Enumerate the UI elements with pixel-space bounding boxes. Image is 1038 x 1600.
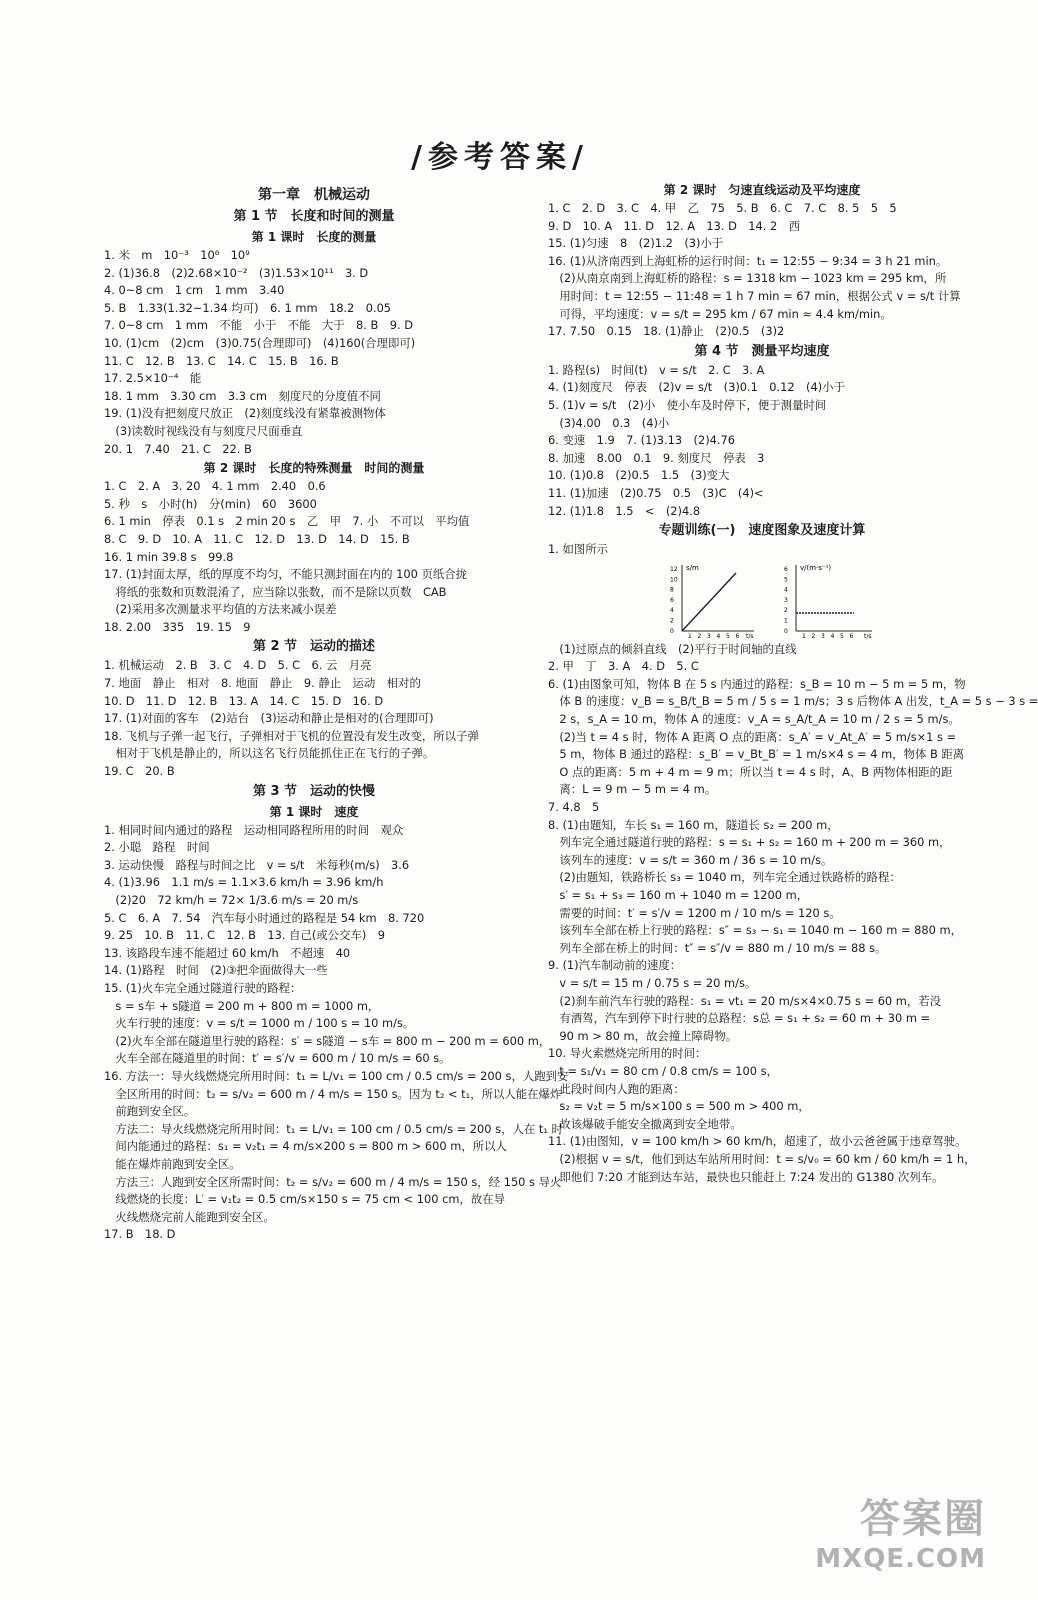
answer-line: (3)读数时视线没有与刻度尺尺面垂直 [104, 423, 303, 438]
answer-line: 12. (1)1.8 1.5 < (2)4.8 [548, 503, 701, 518]
answer-line: 11. C 12. B 13. C 14. C 15. B 16. B [104, 353, 339, 368]
page-title: /参考答案/ [411, 140, 589, 175]
answer-line: 线燃烧的长度：L′ = v₁t₂ = 0.5 cm/s×150 s = 75 cm < 100 cm，故在导 [104, 1192, 506, 1207]
answer-line: 火线燃烧完前人能跑到安全区。 [104, 1209, 275, 1224]
distance-time-graph [668, 561, 760, 640]
sloped-line [682, 573, 736, 631]
answer-line: 列车全部在桥上的时间：t″ = s″/v = 880 m / 10 m/s = 88 s。 [548, 940, 887, 955]
x-axis-label: t/s [864, 632, 872, 640]
answer-line: s = s车 + s隧道 = 200 m + 800 m = 1000 m， [104, 998, 380, 1013]
answer-line: 1. 机械运动 2. B 3. C 4. D 5. C 6. 云 月亮 [104, 658, 372, 673]
y-tick-label: 0 [670, 627, 674, 635]
answer-line: 前跑到安全区。 [104, 1104, 196, 1119]
x-tick-label: 3 [821, 632, 825, 640]
x-tick-label: 6 [735, 632, 740, 640]
answer-line: 2. (1)36.8 (2)2.68×10⁻² (3)1.53×10¹¹ 3. D [104, 265, 369, 280]
answer-line: 11. (1)由图知，v = 100 km/h > 60 km/h，超速了，故小云爸爸属于违章驾驶。 [548, 1134, 967, 1149]
answer-line: t = s₁/v₁ = 80 cm / 0.8 cm/s = 100 s， [548, 1063, 778, 1078]
answer-line: s′ = s₁ + s₃ = 160 m + 1040 m = 1200 m， [548, 888, 809, 902]
y-axis-label: s/m [686, 563, 699, 572]
answer-line: 15. (1)火车完全通过隧道行驶的路程： [104, 980, 302, 995]
answer-line: 2. 甲 丁 3. A 4. D 5. C [548, 659, 699, 674]
answer-line: 5. C 6. A 7. 54 汽车每小时通过的路程是 54 km 8. 720 [104, 910, 425, 925]
answer-line: 4. 0~8 cm 1 cm 1 mm 3.40 [104, 283, 285, 298]
answer-line: 18. 1 mm 3.30 cm 3.3 cm 刻度尺的分度值不同 [104, 388, 381, 403]
answer-line: 该列车的速度：v = s/t = 360 m / 36 s = 10 m/s。 [548, 852, 833, 867]
answer-line: 1. 路程(s) 时间(t) v = s/t 2. C 3. A [548, 362, 765, 377]
y-axis-label: v/(m·s⁻¹) [800, 563, 832, 572]
answer-line: 11. (1)加速 (2)0.75 0.5 (3)C (4)< [548, 485, 764, 500]
lesson-heading: 第 2 课时 匀速直线运动及平均速度 [663, 183, 861, 197]
section-heading: 专题训练(一) 速度图象及速度计算 [658, 523, 866, 539]
left-answer-column [104, 184, 569, 1244]
answer-line: 2 s，s_A = 10 m，物体 A 的速度：v_A = s_A/t_A = 10 m / 2 s = 5 m/s。 [548, 712, 960, 727]
x-tick-label: 5 [726, 632, 730, 640]
x-tick-label: 2 [697, 632, 702, 640]
answer-line: 7. 4.8 5 [548, 800, 600, 815]
y-tick-label: 2 [670, 617, 674, 625]
y-tick-label: 10 [670, 575, 678, 583]
answer-line: (2)当 t = 4 s 时，物体 A 距离 O 点的距离：s_A′ = v_At_A′ = 5 m/s×1 s = [548, 729, 957, 744]
y-tick-label: 4 [784, 586, 788, 594]
answer-line: (2)根据 v = s/t，他们到达车站所用时间：t = s/v₀ = 60 km / 60 km/h = 1 h， [548, 1151, 976, 1166]
answer-line: 方法三：人跑到安全区所需时间：t₂ = s/v₂ = 600 m / 4 m/s = 150 s，经 150 s 导火 [104, 1174, 562, 1189]
answer-line: 17. B 18. D [104, 1227, 176, 1242]
answer-line: 8. C 9. D 10. A 11. C 12. D 13. D 14. D 15. B [104, 531, 410, 546]
answer-line: 9. (1)汽车制动前的速度： [548, 958, 682, 973]
watermark [815, 1487, 986, 1574]
answer-line: 18. 飞机与子弹一起飞行，子弹相对于飞机的位置没有发生改变，所以子弹 [104, 728, 479, 743]
section-heading: 第 2 节 运动的描述 [252, 639, 376, 655]
answer-line: 火车行驶的速度：v = s/t = 1000 m / 100 s = 10 m/s。 [104, 1016, 415, 1031]
answer-line: 将纸的张数和页数混淆了，应当除以张数，而不是除以页数 CAB [104, 584, 447, 599]
y-tick-label: 6 [670, 596, 674, 604]
answer-line: 9. 25 10. B 11. C 12. B 13. 自己(或公交车) 9 [104, 928, 385, 943]
answer-line: 8. (1)由题知，车长 s₁ = 160 m，隧道长 s₂ = 200 m， [548, 817, 839, 832]
answer-line: 相对于飞机是静止的，所以这名飞行员能抓住正在飞行的子弹。 [104, 746, 435, 761]
answer-line: 1. C 2. D 3. C 4. 甲 乙 75 5. B 6. C 7. C 8. 5 5 5 [548, 201, 897, 215]
answer-line: 10. 导火索燃烧完所用的时间： [548, 1046, 707, 1061]
answer-line: 4. (1)刻度尺 停表 (2)v = s/t (3)0.1 0.12 (4)小于 [548, 380, 845, 395]
answer-line: 8. 加速 8.00 0.1 9. 刻度尺 停表 3 [548, 450, 765, 465]
answer-line: 20. 1 7.40 21. C 22. B [104, 441, 252, 456]
answer-line: (2)刹车前汽车行驶的路程：s₁ = vt₁ = 20 m/s×4×0.75 s = 60 m，若没 [548, 993, 942, 1008]
answer-line: (3)4.00 0.3 (4)小 [548, 415, 670, 430]
watermark-url: MXQE.COM [815, 1544, 986, 1574]
answer-line: 能在爆炸前跑到安全区。 [104, 1156, 241, 1171]
answer-line: 19. C 20. B [104, 764, 175, 779]
answer-line: 该列车全部在桥上行驶的路程：s″ = s₃ − s₁ = 1040 m − 160 m = 880 m， [548, 923, 962, 938]
answer-line: 5. 秒 s 小时(h) 分(min) 60 3600 [104, 496, 317, 511]
answer-line: 17. (1)对面的客车 (2)站台 (3)运动和静止是相对的(合理即可) [104, 711, 434, 726]
answer-line: 火车全部在隧道里的时间：t′ = s′/v = 600 m / 10 m/s = 60 s。 [104, 1051, 451, 1066]
answer-line: 有酒驾，汽车到停下时行驶的总路程：s总 = s₁ + s₂ = 60 m + 30 m = [548, 1011, 931, 1026]
answer-line: 10. D 11. D 12. B 13. A 14. C 15. D 16. D [104, 693, 384, 708]
x-tick-label: 4 [830, 632, 835, 640]
x-tick-label: 1 [802, 632, 806, 640]
answer-line: 5. (1)v = s/t (2)小 使小车及时停下，便于测量时间 [548, 397, 827, 412]
answer-line: 15. (1)匀速 8 (2)1.2 (3)小于 [548, 236, 724, 251]
y-tick-label: 5 [784, 575, 788, 583]
answer-line: 7. 0~8 cm 1 mm 不能 小于 不能 大于 8. B 9. D [104, 318, 413, 333]
answer-line: 3. 运动快慢 路程与时间之比 v = s/t 米每秒(m/s) 3.6 [104, 857, 410, 872]
y-tick-label: 1 [784, 617, 788, 625]
answer-line: 7. 地面 静止 相对 8. 地面 静止 9. 静止 运动 相对的 [104, 676, 421, 691]
section-heading: 第 4 节 测量平均速度 [694, 343, 830, 359]
answer-line: 19. (1)没有把刻度尺放正 (2)刻度线没有紧靠被测物体 [104, 406, 386, 421]
x-tick-label: 4 [716, 632, 721, 640]
answer-line: 9. D 10. A 11. D 12. A 13. D 14. 2 西 [548, 218, 801, 233]
chapter-heading: 第一章 机械运动 [258, 187, 370, 203]
answer-line: 4. (1)3.96 1.1 m/s = 1.1×3.6 km/h = 3.96 km/h [104, 875, 384, 890]
answer-line: 17. 7.50 0.15 18. (1)静止 (2)0.5 (3)2 [548, 324, 785, 339]
answer-line: 1. 相同时间内通过的路程 运动相同路程所用的时间 观众 [104, 822, 404, 837]
answer-line: 6. 1 min 停表 0.1 s 2 min 20 s 乙 甲 7. 小 不可以 平均值 [104, 514, 470, 529]
y-tick-label: 4 [670, 606, 674, 614]
answer-line: 6. (1)由图象可知，物体 B 在 5 s 内通过的路程：s_B = 10 m − 5 m = 5 m，物 [548, 676, 966, 691]
answer-line: v = s/t = 15 m / 0.75 s = 20 m/s。 [548, 975, 757, 990]
answer-line: 可得，平均速度：v = s/t = 295 km / 67 min ≈ 4.4 km/min。 [548, 306, 892, 321]
answer-line: 列车完全通过隧道行驶的路程：s = s₁ + s₂ = 160 m + 200 m = 360 m， [548, 835, 951, 850]
answer-line: 2. 小聪 路程 时间 [104, 840, 210, 855]
answer-line: 13. 该路段车速不能超过 60 km/h 不超速 40 [104, 945, 351, 960]
answer-line: 18. 2.00 335 19. 15 9 [104, 619, 251, 634]
x-tick-label: 1 [688, 632, 692, 640]
answer-line: (2)采用多次测量求平均值的方法来减小误差 [104, 602, 337, 617]
answer-line: 间内能通过的路程：s₁ = v₂t₁ = 4 m/s×200 s = 800 m > 600 m，所以人 [104, 1139, 507, 1154]
answer-line: 10. (1)0.8 (2)0.5 1.5 (3)变大 [548, 468, 730, 483]
graph-figure [668, 561, 976, 640]
answer-line: 16. 1 min 39.8 s 99.8 [104, 549, 234, 564]
watermark-text: 答案圈 [860, 1496, 986, 1542]
lesson-heading: 第 2 课时 长度的特殊测量 时间的测量 [203, 461, 425, 476]
answer-line: 用时间：t = 12:55 − 11:48 = 1 h 7 min = 67 min，根据公式 v = s/t 计算 [548, 288, 961, 303]
answer-line: (2)从南京南到上海虹桥的路程：s = 1318 km − 1023 km = 295 km，所 [548, 271, 947, 286]
answer-line: 10. (1)cm (2)cm (3)0.75(合理即可) (4)160(合理即可) [104, 335, 416, 350]
answer-line: 17. (1)封面太厚，纸的厚度不均匀，不能只测封面在内的 100 页纸合拢 [104, 567, 468, 582]
y-tick-label: 6 [784, 565, 788, 573]
y-tick-label: 2 [784, 606, 788, 614]
answer-line: 此段时间内人跑的距离： [548, 1081, 685, 1096]
answer-line: 离：L = 9 m − 5 m = 4 m。 [548, 782, 717, 797]
answer-line: 14. (1)路程 时间 (2)③把伞面做得大一些 [104, 963, 328, 978]
answer-line: 5. B 1.33(1.32~1.34 均可) 6. 1 mm 18.2 0.05 [104, 300, 392, 315]
answer-line: 1. 如图所示 [548, 542, 609, 557]
velocity-time-graph [782, 561, 882, 640]
x-tick-label: 6 [849, 632, 854, 640]
y-tick-label: 12 [670, 565, 678, 573]
answer-line: 17. 2.5×10⁻⁴ 能 [104, 371, 202, 386]
answer-line: (2)由题知，铁路桥长 s₃ = 1040 m，列车完全通过铁路桥的路程： [548, 870, 901, 885]
answer-line: 即他们 7:20 才能到达车站，最快也只能赶上 7:24 发出的 G1380 次列车。 [548, 1169, 944, 1184]
answer-line: 16. (1)从济南西到上海虹桥的运行时间：t₁ = 12:55 − 9:34 = 3 h 21 min。 [548, 253, 948, 268]
answer-line: s₂ = v₂t = 5 m/s×100 s = 500 m > 400 m， [548, 1099, 810, 1114]
x-axis-label: t/s [746, 632, 754, 640]
y-tick-label: 3 [784, 596, 788, 604]
answer-line: O 点的距离：5 m + 4 m = 9 m；所以当 t = 4 s 时，A、B 两物体相距的距 [548, 764, 953, 779]
answer-line: (2)20 72 km/h = 72× 1/3.6 m/s = 20 m/s [104, 893, 359, 907]
answer-line: 1. C 2. A 3. 20 4. 1 mm 2.40 0.6 [104, 479, 326, 494]
answer-line: 6. 变速 1.9 7. (1)3.13 (2)4.76 [548, 433, 736, 448]
lesson-heading: 第 1 课时 速度 [269, 804, 359, 819]
answer-line: 16. 方法一：导火线燃烧完所用时间：t₁ = L/v₁ = 100 cm / 0.5 cm/s = 200 s，人跑到安 [104, 1068, 569, 1083]
answer-line: 全区所用的时间：t₂ = s/v₂ = 600 m / 4 m/s = 150 s。因为 t₂ < t₁，所以人能在爆炸 [104, 1086, 562, 1101]
answer-line: 90 m > 80 m，故会撞上障碍物。 [548, 1028, 738, 1043]
answer-line: 方法二：导火线燃烧完所用时间：t₁ = L/v₁ = 100 cm / 0.5 cm/s = 200 s，人在 t₁ 时 [104, 1121, 563, 1136]
answer-line: 1. 米 m 10⁻³ 10⁶ 10⁹ [104, 248, 250, 262]
y-tick-label: 0 [784, 627, 788, 635]
lesson-heading: 第 1 课时 长度的测量 [251, 230, 377, 244]
answer-line: 需要的时间：t′ = s′/v = 1200 m / 10 m/s = 120 s。 [548, 905, 841, 920]
y-tick-label: 8 [670, 586, 674, 594]
section-heading: 第 1 节 长度和时间的测量 [233, 209, 395, 224]
answer-line: (1)过原点的倾斜直线 (2)平行于时间轴的直线 [548, 641, 797, 656]
answer-line: 故该爆破手能安全撤离到安全地带。 [548, 1116, 742, 1131]
answer-line: (2)火车全部在隧道里行驶的路程：s′ = s隧道 − s车 = 800 m − 200 m = 600 m， [104, 1033, 551, 1048]
answer-line: 体 B 的速度：v_B = s_B/t_B = 5 m / 5 s = 1 m/s；3 s 后物体 A 出发，t_A = 5 s − 3 s = [548, 694, 1038, 709]
x-tick-label: 5 [840, 632, 844, 640]
x-tick-label: 3 [707, 632, 711, 640]
section-heading: 第 3 节 运动的快慢 [252, 783, 376, 799]
right-answer-column [548, 180, 1038, 1186]
x-tick-label: 2 [811, 632, 816, 640]
answer-line: 5 m，物体 B 通过的路程：s_B′ = v_Bt_B′ = 1 m/s×4 s = 4 m，物体 B 距离 [548, 747, 965, 762]
